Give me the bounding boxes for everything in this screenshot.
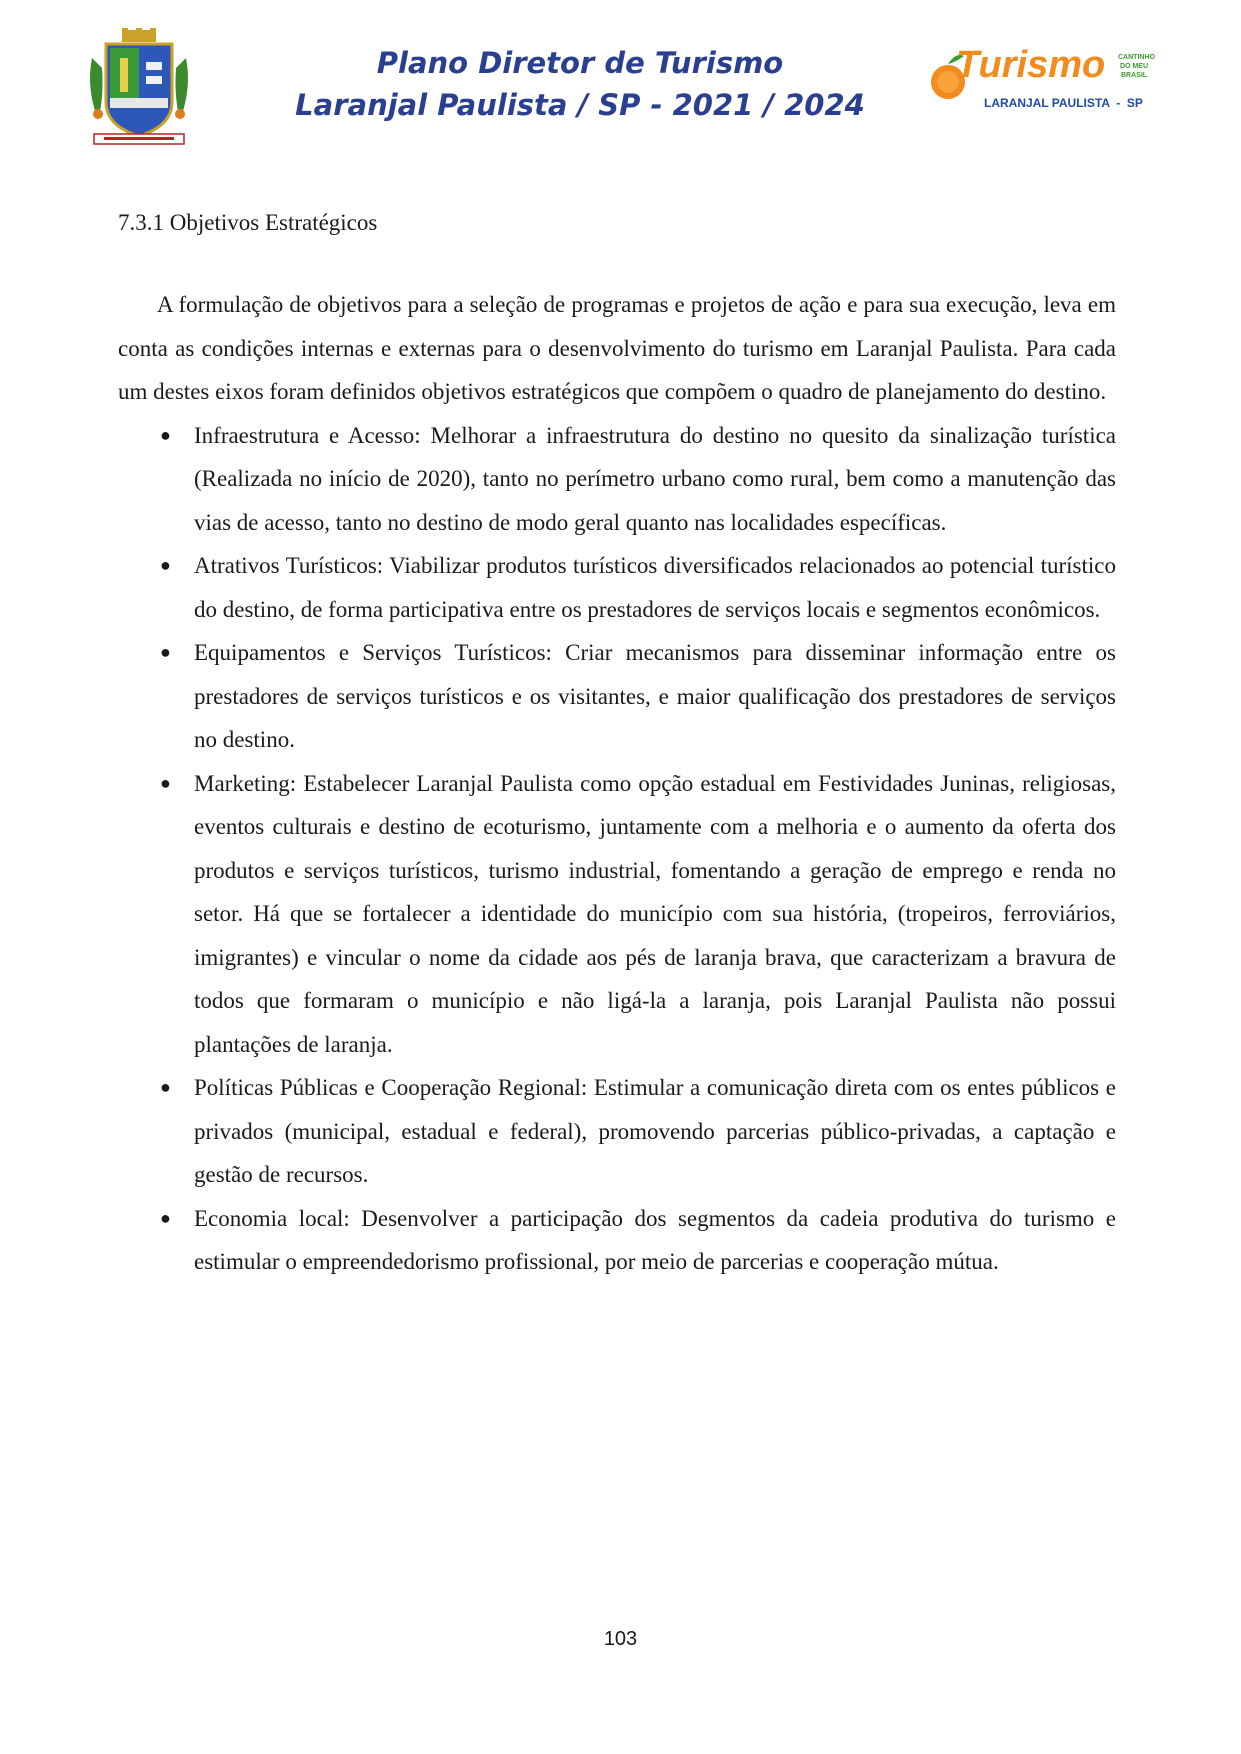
- bullet-icon: ●: [160, 642, 171, 662]
- bullet-icon: ●: [160, 772, 171, 793]
- page-header: [0, 0, 1241, 160]
- list-item-text: Políticas Públicas e Cooperação Regional: Estimular a comunicação direta com os entes públicos e privados (municipal, estadual e federal), promovendo parcerias público-privadas, a captação e gestão de recursos.: [194, 1075, 1116, 1187]
- document-title-line-2: Laranjal Paulista / SP - 2021 / 2024: [295, 88, 865, 122]
- list-item: [118, 1066, 1116, 1197]
- intro-paragraph: A formulação de objetivos para a seleção de programas e projetos de ação e para sua execução, leva em conta as condições internas e externas para o desenvolvimento do turismo em Laranjal Paulista. Para cada um destes eixos foram definidos objetivos estratégicos que compõem o quadro de planejamento do destino.: [118, 292, 1116, 404]
- list-item-text: Atrativos Turísticos: Viabilizar produtos turísticos diversificados relacionados ao potencial turístico do destino, de forma participativa entre os prestadores de serviços locais e segmentos econômicos.: [194, 553, 1116, 622]
- list-item-text: Economia local: Desenvolver a participação dos segmentos da cadeia produtiva do turismo e estimular o empreendedorismo profissional, por meio de parcerias e cooperação mútua.: [194, 1205, 1116, 1274]
- logo-tagline-1: CANTINHO: [1118, 54, 1155, 61]
- section-heading: 7.3.1 Objetivos Estratégicos: [118, 210, 378, 235]
- logo-location: LARANJAL PAULISTA - SP: [984, 96, 1143, 110]
- bullet-icon: ●: [160, 424, 171, 445]
- coat-of-arms-icon: [84, 28, 194, 148]
- page-number: 103: [603, 1628, 638, 1650]
- list-item: [118, 544, 1116, 631]
- list-item: [118, 1197, 1116, 1284]
- section-body: [118, 283, 1116, 1284]
- logo-tagline-2: DO MEU: [1120, 63, 1148, 70]
- list-item-text: Equipamentos e Serviços Turísticos: Criar mecanismos para disseminar informação entre os prestadores de serviços turísticos e os visitantes, e maior qualificação dos prestadores de serviços no destino.: [194, 640, 1116, 752]
- tourism-logo: [926, 40, 1166, 120]
- list-item: [118, 414, 1116, 545]
- list-item: [118, 631, 1116, 762]
- objectives-list: [118, 414, 1116, 1284]
- document-title-line-1: Plano Diretor de Turismo: [376, 46, 784, 80]
- document-title: [260, 42, 900, 126]
- logo-main-text: Turismo: [956, 44, 1106, 86]
- logo-tagline-3: BRASIL: [1121, 72, 1148, 79]
- bullet-icon: ●: [160, 1077, 171, 1097]
- list-item-text: Marketing: Estabelecer Laranjal Paulista como opção estadual em Festividades Juninas, religiosas, eventos culturais e destino de ecoturismo, juntamente com a melhoria e o aumento da oferta dos produtos e serviços turísticos, turismo industrial, fomentando a geração de emprego e renda no setor. Há que se fortalecer a identidade do município com sua história, (tropeiros, ferroviários, imigrantes) e vincular o nome da cidade aos pés de laranja brava, que caracterizam a bravura de todos que formaram o município e não ligá-la a laranja, pois Laranjal Paulista não possui plantações de laranja.: [194, 770, 1116, 1057]
- list-item: [118, 762, 1116, 1067]
- list-item-text: Infraestrutura e Acesso: Melhorar a infraestrutura do destino no quesito da sinalização turística (Realizada no início de 2020), tanto no perímetro urbano como rural, bem como a manutenção das vias de acesso, tanto no destino de modo geral quanto nas localidades específicas.: [194, 422, 1116, 535]
- bullet-icon: ●: [160, 1207, 171, 1228]
- bullet-icon: ●: [160, 555, 171, 575]
